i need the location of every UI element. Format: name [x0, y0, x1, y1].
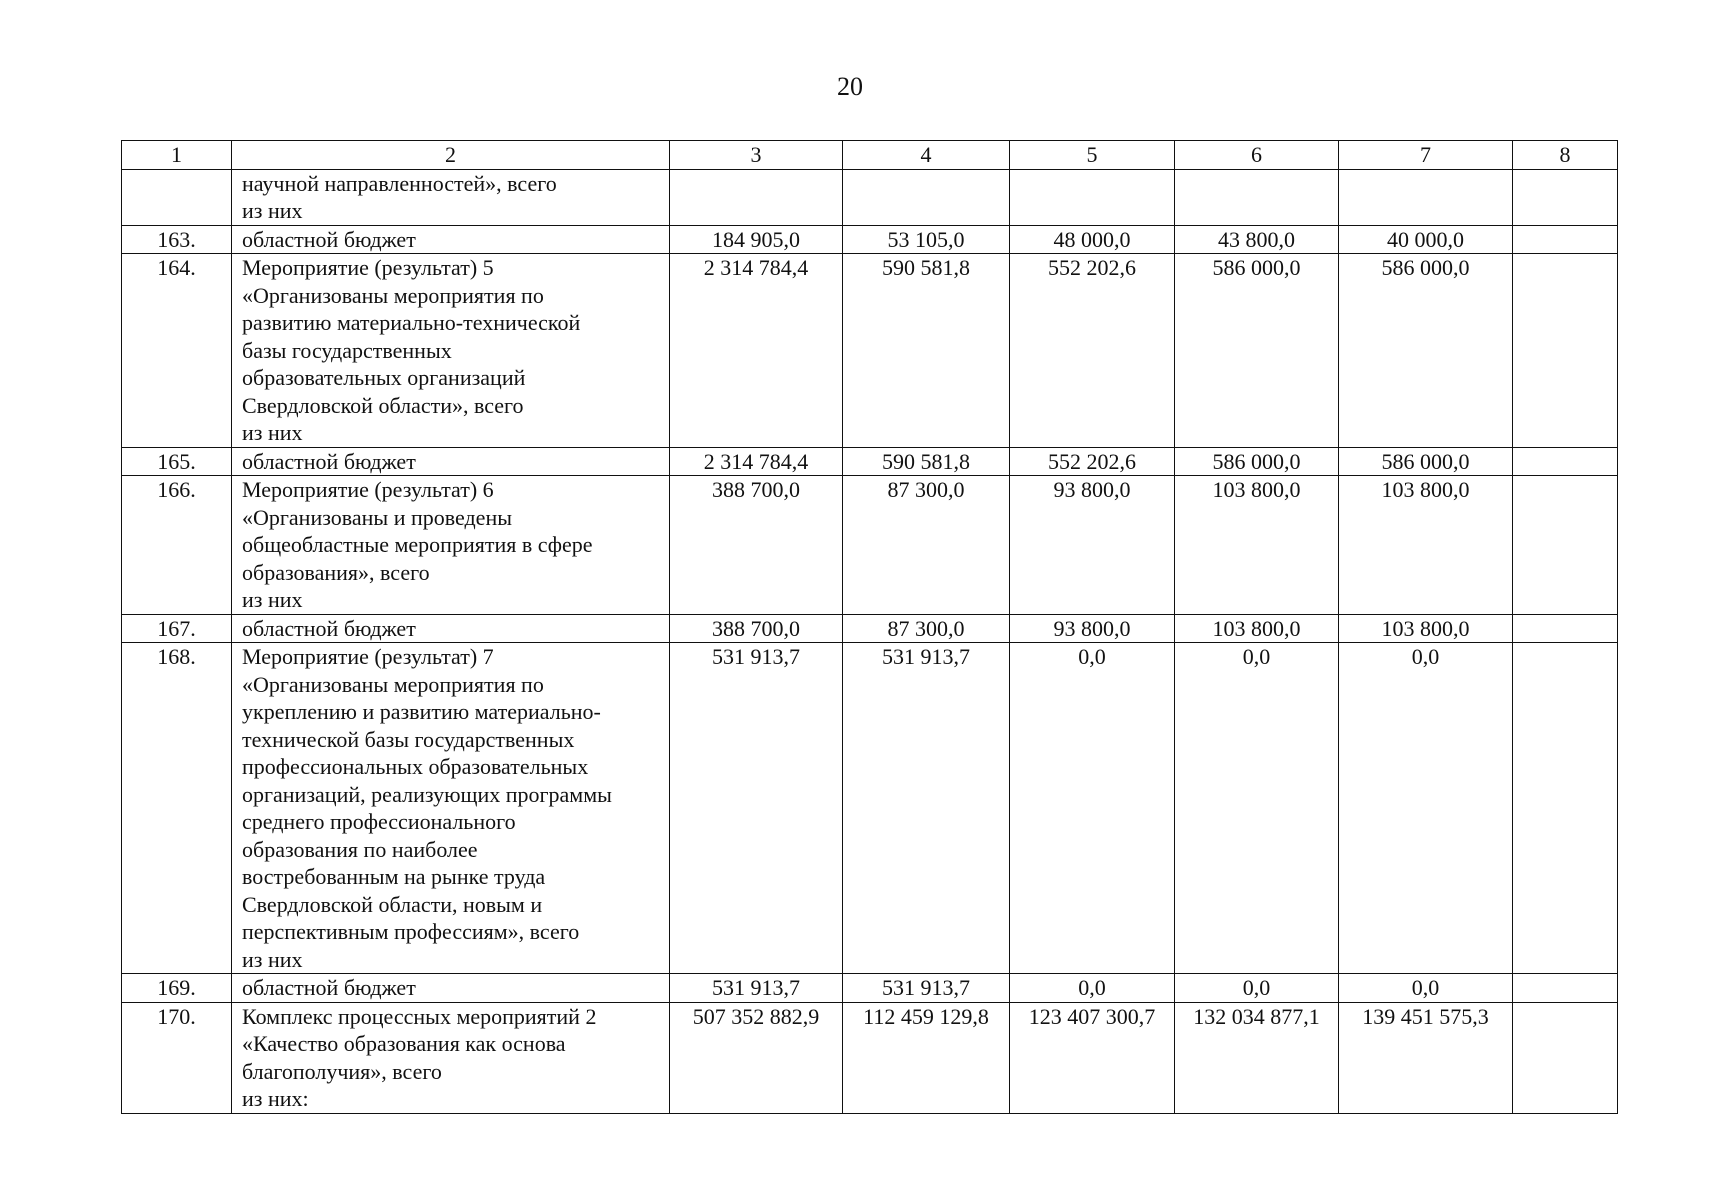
row-number: 170. — [122, 1002, 232, 1113]
value-col-7: 586 000,0 — [1339, 254, 1513, 448]
table-row — [122, 169, 1618, 225]
column-header: 1 — [122, 141, 232, 170]
column-header: 4 — [843, 141, 1010, 170]
value-col-7: 40 000,0 — [1339, 225, 1513, 254]
column-header: 5 — [1010, 141, 1175, 170]
value-col-5: 48 000,0 — [1010, 225, 1175, 254]
row-description: Мероприятие (результат) 7 «Организованы мероприятия по укреплению и развитию материально- технической базы государственных профессиональных образовательных организаций, реализующих программы среднего профессионального образования по наиболее востребованным на рынке труда Свердловской области, новым и перспективным профессиям», всего из них — [232, 643, 670, 974]
value-col-3: 388 700,0 — [670, 614, 843, 643]
row-description: Комплекс процессных мероприятий 2 «Качество образования как основа благополучия», всего из них: — [232, 1002, 670, 1113]
budget-table — [121, 140, 1618, 1114]
row-description: областной бюджет — [232, 614, 670, 643]
table-row — [122, 643, 1618, 974]
value-col-6: 103 800,0 — [1175, 614, 1339, 643]
value-col-7: 0,0 — [1339, 974, 1513, 1003]
row-number: 169. — [122, 974, 232, 1003]
column-header: 6 — [1175, 141, 1339, 170]
value-col-6: 586 000,0 — [1175, 254, 1339, 448]
table-row — [122, 254, 1618, 448]
value-col-5: 552 202,6 — [1010, 254, 1175, 448]
value-col-3: 507 352 882,9 — [670, 1002, 843, 1113]
column-header: 7 — [1339, 141, 1513, 170]
row-number: 167. — [122, 614, 232, 643]
table-row — [122, 476, 1618, 615]
value-col-8 — [1513, 974, 1618, 1003]
value-col-3: 531 913,7 — [670, 974, 843, 1003]
value-col-4: 112 459 129,8 — [843, 1002, 1010, 1113]
table-row — [122, 974, 1618, 1003]
row-description: Мероприятие (результат) 5 «Организованы мероприятия по развитию материально-технической базы государственных образовательных организаций Свердловской области», всего из них — [232, 254, 670, 448]
value-col-7: 103 800,0 — [1339, 476, 1513, 615]
row-number: 168. — [122, 643, 232, 974]
row-number: 166. — [122, 476, 232, 615]
row-description: научной направленностей», всего из них — [232, 169, 670, 225]
value-col-5: 123 407 300,7 — [1010, 1002, 1175, 1113]
table-header-row — [122, 141, 1618, 170]
value-col-3: 2 314 784,4 — [670, 254, 843, 448]
value-col-7: 586 000,0 — [1339, 447, 1513, 476]
row-number — [122, 169, 232, 225]
value-col-4: 87 300,0 — [843, 614, 1010, 643]
value-col-5: 93 800,0 — [1010, 614, 1175, 643]
value-col-7: 103 800,0 — [1339, 614, 1513, 643]
value-col-3: 531 913,7 — [670, 643, 843, 974]
value-col-8 — [1513, 447, 1618, 476]
value-col-5: 0,0 — [1010, 643, 1175, 974]
value-col-3 — [670, 169, 843, 225]
value-col-8 — [1513, 225, 1618, 254]
table-row — [122, 614, 1618, 643]
value-col-4: 590 581,8 — [843, 447, 1010, 476]
value-col-6: 43 800,0 — [1175, 225, 1339, 254]
value-col-6: 586 000,0 — [1175, 447, 1339, 476]
value-col-6: 0,0 — [1175, 974, 1339, 1003]
row-description: областной бюджет — [232, 447, 670, 476]
value-col-8 — [1513, 614, 1618, 643]
row-number: 165. — [122, 447, 232, 476]
value-col-5 — [1010, 169, 1175, 225]
value-col-8 — [1513, 254, 1618, 448]
value-col-6: 132 034 877,1 — [1175, 1002, 1339, 1113]
value-col-3: 388 700,0 — [670, 476, 843, 615]
value-col-3: 184 905,0 — [670, 225, 843, 254]
value-col-6 — [1175, 169, 1339, 225]
row-number: 164. — [122, 254, 232, 448]
value-col-8 — [1513, 169, 1618, 225]
column-header: 2 — [232, 141, 670, 170]
value-col-4 — [843, 169, 1010, 225]
table-row — [122, 447, 1618, 476]
value-col-8 — [1513, 1002, 1618, 1113]
value-col-4: 531 913,7 — [843, 643, 1010, 974]
value-col-5: 0,0 — [1010, 974, 1175, 1003]
value-col-6: 0,0 — [1175, 643, 1339, 974]
row-number: 163. — [122, 225, 232, 254]
value-col-8 — [1513, 643, 1618, 974]
value-col-5: 552 202,6 — [1010, 447, 1175, 476]
value-col-4: 53 105,0 — [843, 225, 1010, 254]
value-col-5: 93 800,0 — [1010, 476, 1175, 615]
value-col-7: 139 451 575,3 — [1339, 1002, 1513, 1113]
row-description: Мероприятие (результат) 6 «Организованы и проведены общеобластные мероприятия в сфере образования», всего из них — [232, 476, 670, 615]
value-col-3: 2 314 784,4 — [670, 447, 843, 476]
page-number: 20 — [837, 72, 863, 101]
table-row — [122, 225, 1618, 254]
column-header: 3 — [670, 141, 843, 170]
row-description: областной бюджет — [232, 225, 670, 254]
value-col-7 — [1339, 169, 1513, 225]
row-description: областной бюджет — [232, 974, 670, 1003]
value-col-8 — [1513, 476, 1618, 615]
value-col-6: 103 800,0 — [1175, 476, 1339, 615]
value-col-4: 590 581,8 — [843, 254, 1010, 448]
value-col-4: 531 913,7 — [843, 974, 1010, 1003]
value-col-7: 0,0 — [1339, 643, 1513, 974]
table-row — [122, 1002, 1618, 1113]
column-header: 8 — [1513, 141, 1618, 170]
value-col-4: 87 300,0 — [843, 476, 1010, 615]
